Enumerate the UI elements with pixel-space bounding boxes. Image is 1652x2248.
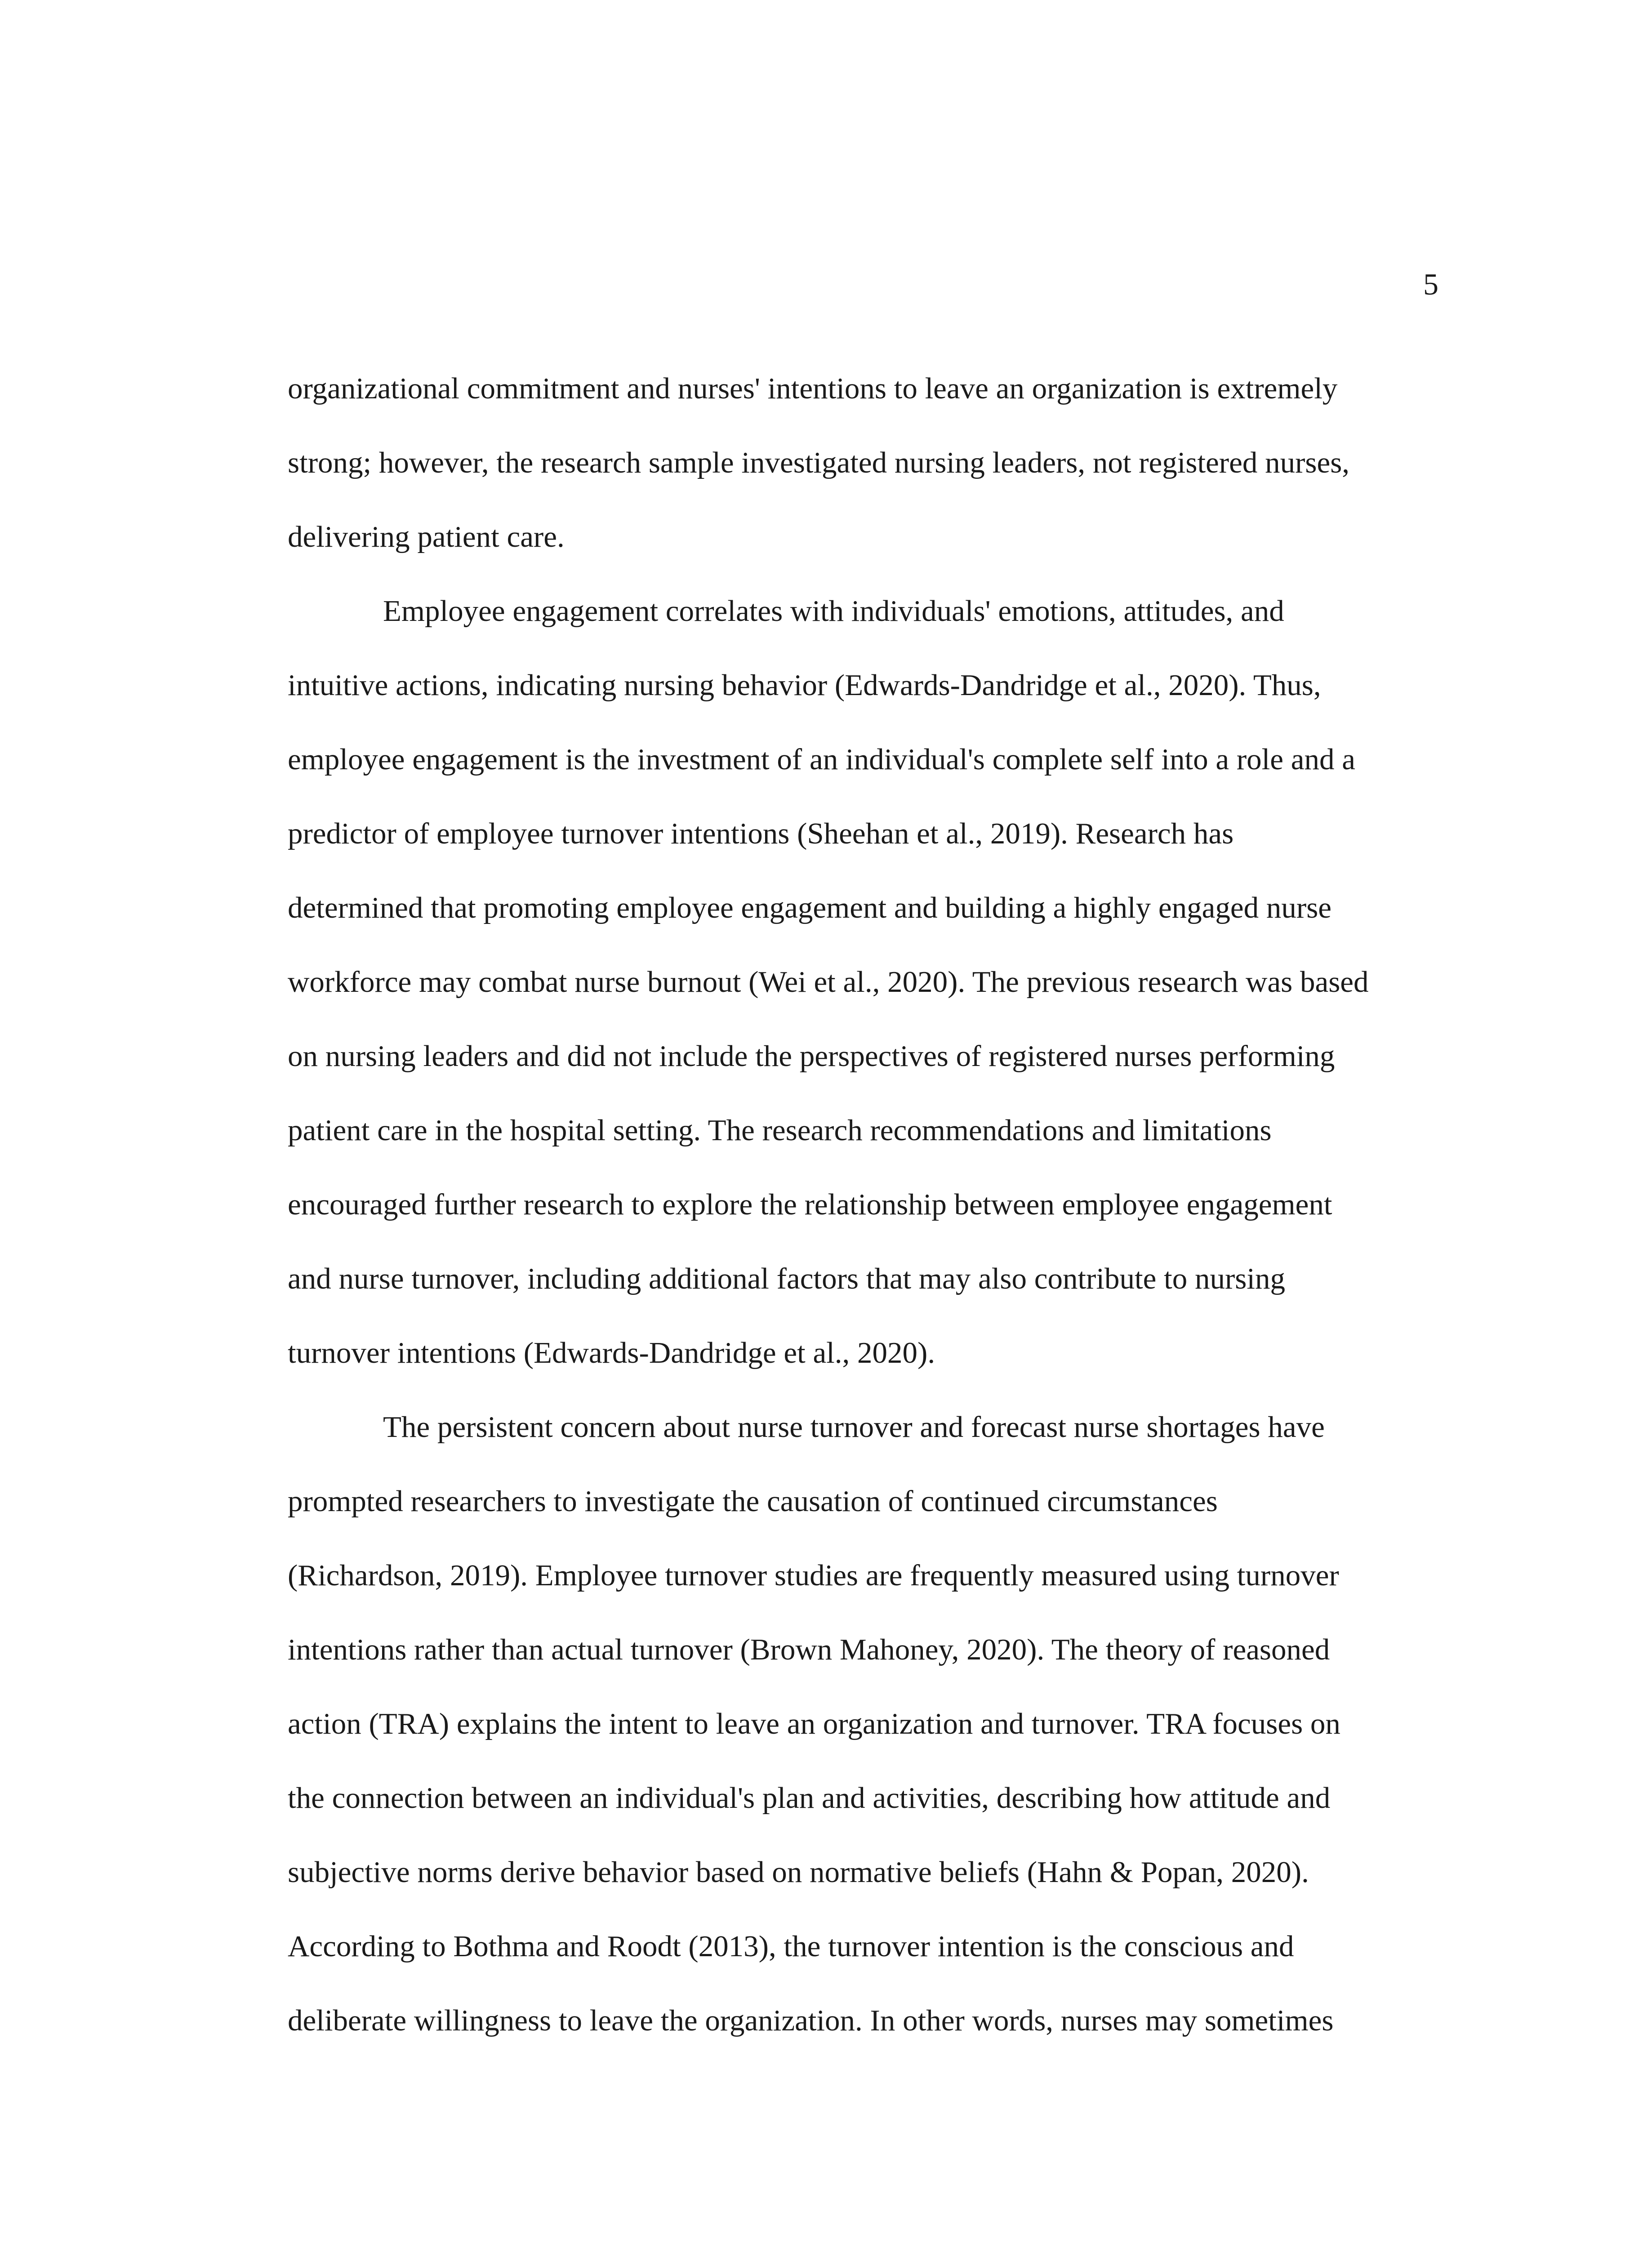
text-line: prompted researchers to investigate the causation of continued circumstances xyxy=(288,1485,1218,1518)
text-line: determined that promoting employee engagement and building a highly engaged nurse xyxy=(288,891,1332,924)
text-line: organizational commitment and nurses' intentions to leave an organization is extremely xyxy=(288,372,1338,405)
text-line: turnover intentions (Edwards-Dandridge et al., 2020). xyxy=(288,1336,935,1369)
text-line: intentions rather than actual turnover (Brown Mahoney, 2020). The theory of reasoned xyxy=(288,1633,1330,1666)
body-text xyxy=(288,366,1447,2073)
text-line: on nursing leaders and did not include the perspectives of registered nurses performing xyxy=(288,1039,1335,1073)
page-number: 5 xyxy=(1423,267,1438,301)
text-line: The persistent concern about nurse turnover and forecast nurse shortages have xyxy=(383,1410,1325,1444)
text-line: action (TRA) explains the intent to leave an organization and turnover. TRA focuses on xyxy=(288,1707,1340,1740)
text-line: workforce may combat nurse burnout (Wei et al., 2020). The previous research was based xyxy=(288,965,1369,999)
text-line: predictor of employee turnover intentions (Sheehan et al., 2019). Research has xyxy=(288,817,1234,850)
text-line: and nurse turnover, including additional factors that may also contribute to nursing xyxy=(288,1262,1285,1295)
text-line: the connection between an individual's plan and activities, describing how attitude and xyxy=(288,1781,1331,1815)
text-line: patient care in the hospital setting. The research recommendations and limitations xyxy=(288,1114,1272,1147)
text-line: Employee engagement correlates with individuals' emotions, attitudes, and xyxy=(383,594,1284,628)
text-line: (Richardson, 2019). Employee turnover studies are frequently measured using turnover xyxy=(288,1559,1339,1592)
text-line: subjective norms derive behavior based on normative beliefs (Hahn & Popan, 2020). xyxy=(288,1855,1309,1889)
text-line: strong; however, the research sample investigated nursing leaders, not registered nurses, xyxy=(288,446,1350,479)
text-line: delivering patient care. xyxy=(288,520,565,553)
text-line: employee engagement is the investment of an individual's complete self into a role and a xyxy=(288,743,1355,776)
text-line: intuitive actions, indicating nursing behavior (Edwards-Dandridge et al., 2020). Thus, xyxy=(288,669,1321,702)
text-line: deliberate willingness to leave the organization. In other words, nurses may sometimes xyxy=(288,2004,1334,2037)
text-line: According to Bothma and Roodt (2013), the turnover intention is the conscious and xyxy=(288,1930,1294,1963)
text-line: encouraged further research to explore the relationship between employee engagement xyxy=(288,1188,1332,1221)
